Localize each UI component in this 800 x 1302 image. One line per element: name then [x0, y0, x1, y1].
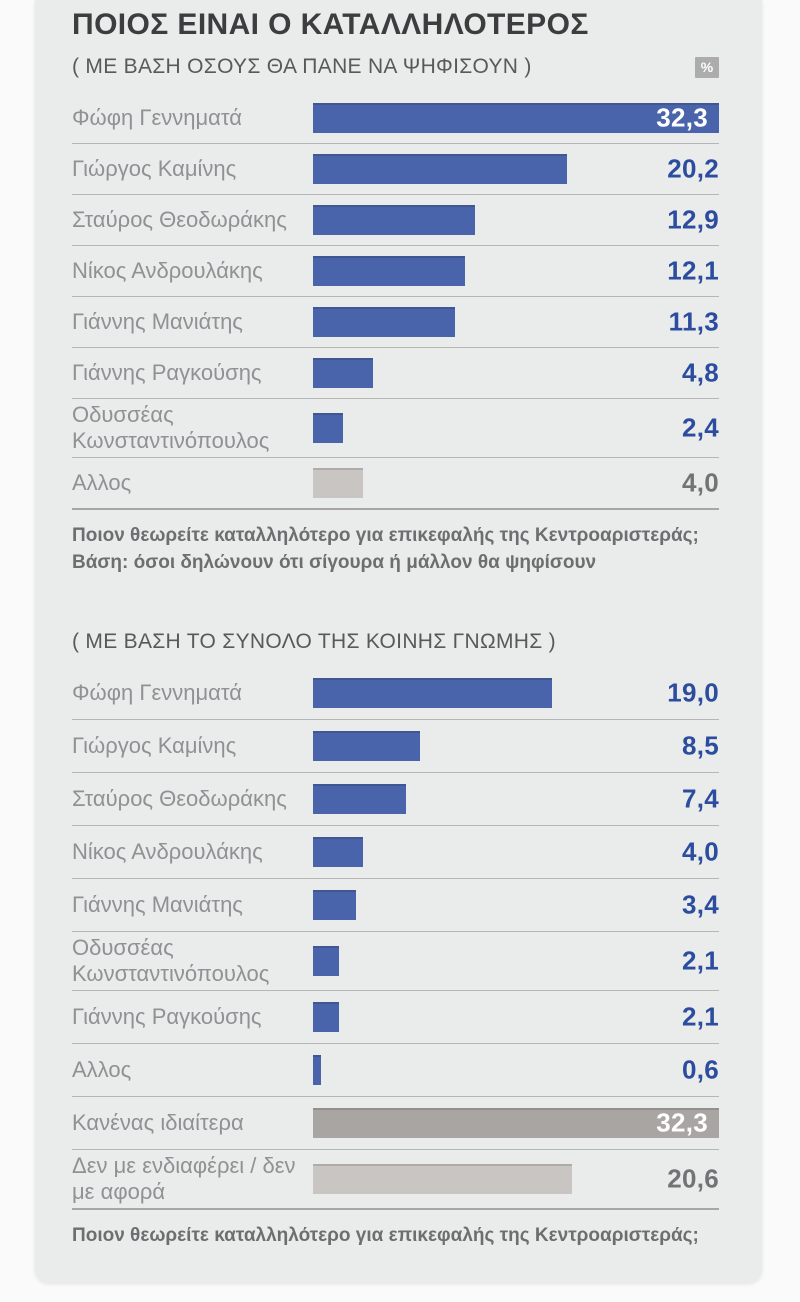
row-label: Φώφη Γεννηματά	[72, 679, 242, 705]
row-label: Νίκος Ανδρουλάκης	[72, 258, 263, 283]
bar-track	[313, 402, 719, 454]
page-title: ΠΟΙΟΣ ΕΙΝΑΙ Ο ΚΑΤΑΛΛΗΛΟΤΕΡΟΣ	[72, 8, 589, 41]
row-label: Κανένας ιδιαίτερα	[72, 1110, 244, 1136]
chart-row	[72, 719, 719, 772]
section2-header	[72, 630, 719, 654]
chart-row	[72, 878, 719, 931]
chart-row	[72, 398, 719, 457]
bar	[313, 205, 475, 235]
bar-track	[313, 351, 719, 395]
footnote-line: Ποιον θεωρείτε καταλληλότερο για επικεφαλής της Κεντροαριστεράς;	[72, 1225, 699, 1247]
row-label: Νίκος Ανδρουλάκης	[72, 839, 263, 865]
bar	[313, 1002, 339, 1032]
chart-row	[72, 93, 719, 143]
chart2-footnote	[72, 1223, 719, 1250]
row-label: Γιάννης Μανιάτης	[72, 892, 243, 918]
chart-likely-voters	[72, 93, 719, 510]
value-label: 7,4	[681, 783, 719, 814]
bar	[313, 413, 343, 443]
bar-track	[313, 829, 719, 875]
value-label: 0,6	[681, 1054, 719, 1085]
bar-track	[313, 723, 719, 769]
row-label: Αλλος	[72, 1057, 132, 1083]
bar	[313, 837, 363, 867]
bar	[313, 154, 567, 184]
chart-row	[72, 931, 719, 990]
bar-track	[313, 776, 719, 822]
section1-header	[72, 55, 719, 79]
value-label: 3,4	[681, 889, 719, 920]
bar	[313, 307, 455, 337]
bar-track	[313, 669, 719, 716]
value-label: 4,0	[681, 836, 719, 867]
chart-row	[72, 143, 719, 194]
section2-subtitle: ( ΜΕ ΒΑΣΗ ΤΟ ΣΥΝΟΛΟ ΤΗΣ ΚΟΙΝΗΣ ΓΝΩΜΗΣ )	[72, 630, 556, 654]
row-label: Δεν με ενδιαφέρει / δεν με αφορά	[72, 1153, 296, 1205]
section1-subtitle: ( ΜΕ ΒΑΣΗ ΟΣΟΥΣ ΘΑ ΠΑΝΕ ΝΑ ΨΗΦΙΣΟΥΝ )	[72, 55, 532, 78]
bar-track	[313, 1100, 719, 1146]
bar-track	[313, 461, 719, 505]
value-label: 4,0	[681, 467, 719, 498]
value-label: 11,3	[668, 306, 719, 337]
bar	[313, 890, 356, 920]
bar	[313, 731, 420, 761]
value-label: 12,1	[667, 255, 719, 286]
row-label: Φώφη Γεννηματά	[72, 105, 242, 130]
value-label: 2,1	[681, 1001, 719, 1032]
row-label: Γιάννης Ραγκούσης	[72, 360, 262, 385]
chart-row	[72, 666, 719, 719]
value-label: 4,8	[681, 357, 719, 388]
bar-track	[313, 1047, 719, 1093]
value-label: 2,4	[681, 412, 719, 443]
percent-unit-badge: %	[695, 57, 719, 78]
bar	[313, 784, 406, 814]
chart-public-opinion	[72, 666, 719, 1210]
chart-row	[72, 772, 719, 825]
value-label: 20,2	[667, 153, 719, 184]
chart-row	[72, 457, 719, 508]
chart1-footnote	[72, 523, 719, 576]
row-label: Οδυσσέας Κωνσταντινόπουλος	[72, 935, 270, 987]
bar	[313, 358, 373, 388]
bar-track	[313, 249, 719, 293]
value-label: 20,6	[667, 1163, 719, 1194]
bar-track	[313, 935, 719, 987]
bar	[313, 1055, 321, 1085]
bar-track	[313, 994, 719, 1040]
row-label: Αλλος	[72, 470, 132, 495]
value-label: 19,0	[667, 677, 719, 708]
bar-track	[313, 96, 719, 140]
bar-track	[313, 300, 719, 344]
value-label: 12,9	[667, 204, 719, 235]
row-label: Γιώργος Καμίνης	[72, 156, 237, 181]
infographic-card	[35, 0, 762, 1283]
value-label: 32,3	[656, 102, 708, 133]
value-label: 2,1	[681, 945, 719, 976]
bar	[313, 678, 552, 708]
chart-row	[72, 1096, 719, 1149]
footnote-line: Βάση: όσοι δηλώνουν ότι σίγουρα ή μάλλον θα ψηφίσουν	[72, 551, 597, 573]
chart-row	[72, 347, 719, 398]
chart-row	[72, 245, 719, 296]
chart-row	[72, 1149, 719, 1208]
bar-track	[313, 147, 719, 191]
bar-track	[313, 1153, 719, 1205]
bar	[313, 946, 339, 976]
footnote-line: Ποιον θεωρείτε καταλληλότερο για επικεφαλής της Κεντροαριστεράς;	[72, 525, 699, 546]
bar-track	[313, 882, 719, 928]
row-label: Γιάννης Ραγκούσης	[72, 1004, 262, 1030]
chart-row	[72, 296, 719, 347]
row-label: Γιώργος Καμίνης	[72, 733, 237, 759]
row-label: Σταύρος Θεοδωράκης	[72, 207, 287, 232]
chart-row	[72, 825, 719, 878]
value-label: 32,3	[656, 1107, 708, 1138]
value-label: 8,5	[681, 730, 719, 761]
row-label: Οδυσσέας Κωνσταντινόπουλος	[72, 402, 270, 453]
chart-row	[72, 1043, 719, 1096]
row-label: Σταύρος Θεοδωράκης	[72, 786, 287, 812]
bar	[313, 256, 465, 286]
chart-row	[72, 990, 719, 1043]
chart-row	[72, 194, 719, 245]
bar	[313, 468, 363, 498]
bar-track	[313, 198, 719, 242]
row-label: Γιάννης Μανιάτης	[72, 309, 243, 334]
bar	[313, 1164, 572, 1194]
